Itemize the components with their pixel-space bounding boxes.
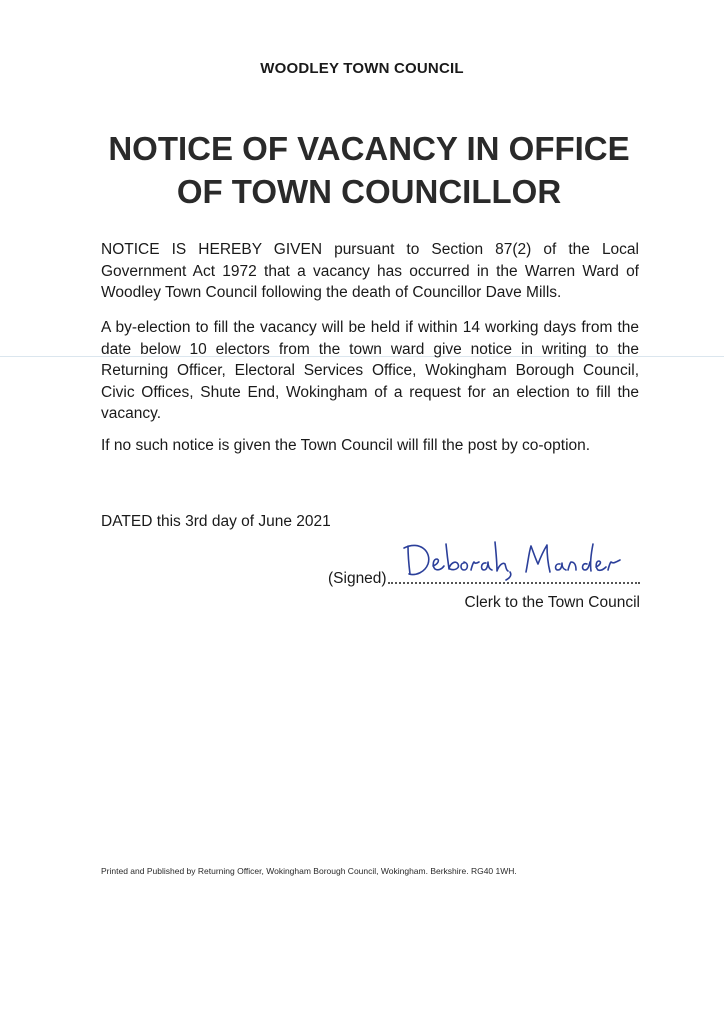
page-title [0, 127, 724, 213]
clerk-title: Clerk to the Town Council [464, 594, 640, 611]
signed-label: (Signed) [328, 570, 387, 587]
notice-paragraph-3: If no such notice is given the Town Council will fill the post by co-option. [101, 437, 591, 454]
dated-line: DATED this 3rd day of June 2021 [101, 513, 331, 530]
signature-name-text: Deborah Mander [400, 536, 408, 537]
footer-imprint: Printed and Published by Returning Officer, Wokingham Borough Council, Wokingham. Berkshire. RG40 1WH. [101, 866, 517, 876]
notice-paragraph-1: NOTICE IS HEREBY GIVEN pursuant to Section 87(2) of the Local Government Act 1972 that a vacancy has occurred in the Warren Ward of Woodley Town Council following the death of Councillor Dave Mills. [101, 241, 639, 301]
handwritten-signature [400, 536, 630, 584]
notice-paragraph-2: A by-election to fill the vacancy will be held if within 14 working days from the date below 10 electors from the town ward give notice in writing to the Returning Officer, Electoral Services Office, Wokingham Borough Council, Civic Offices, Shute End, Wokingham of a request for an election to fill the vacancy. [101, 319, 639, 422]
title-line-1: NOTICE OF VACANCY IN OFFICE [108, 130, 630, 167]
title-line-2: OF TOWN COUNCILLOR [176, 173, 562, 210]
council-name: WOODLEY TOWN COUNCIL [260, 60, 464, 77]
